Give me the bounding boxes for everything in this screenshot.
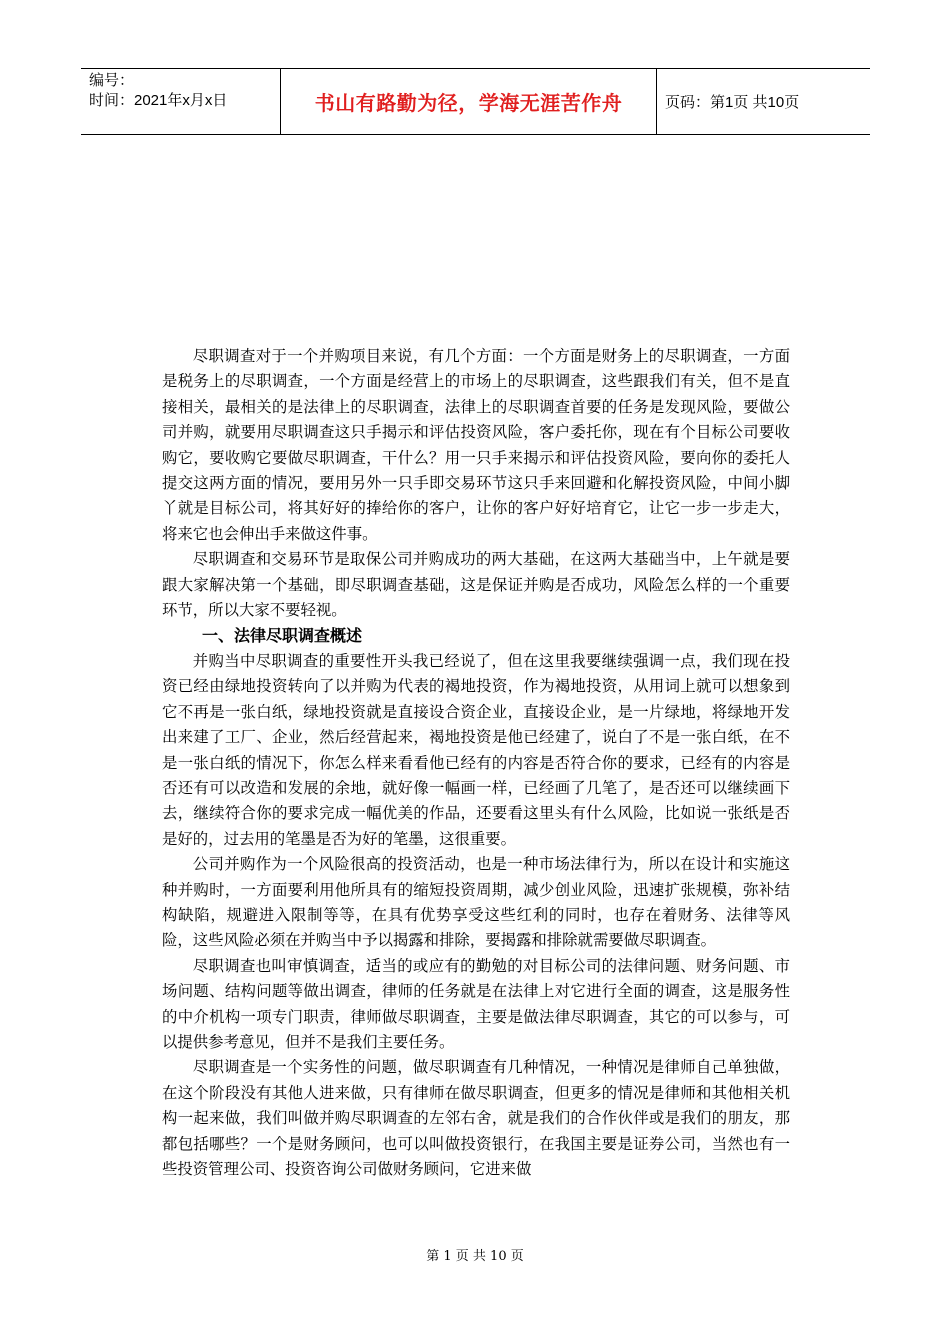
section-heading: 一、法律尽职调查概述 bbox=[202, 626, 363, 646]
header-motto: 书山有路勤为径，学海无涯苦作舟 bbox=[314, 91, 623, 115]
header-info-cell bbox=[81, 69, 281, 134]
paragraph: 尽职调查对于一个并购项目来说，有几个方面：一个方面是财务上的尽职调查，一方面是税务上的尽职调查，一个方面是经营上的市场上的尽职调查，这些跟我们有关，但不是直接相关，最相关的是法律上的尽职调查，法律上的尽职调查首要的任务是发现风险，要做公司并购，就要用尽职调查这只手揭示和评估投资风险，客户委托你，现在有个目标公司要收购它，要收购它要做尽职调查，干什么？用一只手来揭示和评估投资风险，要向你的委托人提交这两方面的情况，要用另外一只手即交易环节这只手来回避和化解投资风险，中间小脚丫就是目标公司，将其好好的捧给你的客户，让你的客户好好培育它，让它一步一步走大，将来它也会伸出手来做这件事。 bbox=[162, 347, 790, 543]
document-time-label: 时间：2021年x月x日 bbox=[89, 92, 228, 109]
page-footer bbox=[0, 1245, 950, 1264]
paragraph: 尽职调查也叫审慎调查，适当的或应有的勤勉的对目标公司的法律问题、财务问题、市场问题、结构问题等做出调查，律师的任务就是在法律上对它进行全面的调查，这是服务性的中介机构一项专门职责，律师做尽职调查，主要是做法律尽职调查，其它的可以参与，可以提供参考意见，但并不是我们主要任务。 bbox=[162, 956, 790, 1051]
document-number-label: 编号： bbox=[89, 72, 135, 89]
header-motto-cell bbox=[281, 69, 657, 134]
paragraph: 并购当中尽职调查的重要性开头我已经说了，但在这里我要继续强调一点，我们现在投资已经由绿地投资转向了以并购为代表的褐地投资，作为褐地投资，从用词上就可以想象到它不再是一张白纸，绿地投资就是直接设合资企业，直接设企业，是一片绿地，将绿地开发出来建了工厂、企业，然后经营起来，褐地投资是他已经建了，说白了不是一张白纸，在不是一张白纸的情况下，你怎么样来看看他已经有的内容是否符合你的要求，已经有的内容是否还有可以改造和发展的余地，就好像一幅画一样，已经画了几笔了，是否还可以继续画下去，继续符合你的要求完成一幅优美的作品，还要看这里头有什么风险，比如说一张纸是否是好的，过去用的笔墨是否为好的笔墨，这很重要。 bbox=[162, 651, 790, 848]
footer-page-number: 第 1 页 共 10 页 bbox=[426, 1249, 524, 1264]
header-page-number: 页码：第1页 共10页 bbox=[665, 94, 800, 111]
document-body bbox=[162, 344, 790, 1182]
paragraph: 尽职调查和交易环节是取保公司并购成功的两大基础，在这两大基础当中，上午就是要跟大家解决第一个基础，即尽职调查基础，这是保证并购是否成功，风险怎么样的一个重要环节，所以大家不要轻视。 bbox=[162, 550, 790, 620]
header-table bbox=[81, 68, 870, 135]
paragraph: 公司并购作为一个风险很高的投资活动，也是一种市场法律行为，所以在设计和实施这种并购时，一方面要利用他所具有的缩短投资周期，减少创业风险，迅速扩张规模，弥补结构缺陷，规避进入限制等等，在具有优势享受这些红利的同时，也存在着财务、法律等风险，这些风险必须在并购当中予以揭露和排除，要揭露和排除就需要做尽职调查。 bbox=[162, 855, 790, 950]
header-page-cell bbox=[657, 69, 870, 134]
paragraph: 尽职调查是一个实务性的问题，做尽职调查有几种情况，一种情况是律师自己单独做，在这个阶段没有其他人进来做，只有律师在做尽职调查，但更多的情况是律师和其他相关机构一起来做，我们叫做并购尽职调查的左邻右舍，就是我们的合作伙伴或是我们的朋友，那都包括哪些？一个是财务顾问，也可以叫做投资银行，在我国主要是证券公司，当然也有一些投资管理公司、投资咨询公司做财务顾问，它进来做 bbox=[162, 1058, 790, 1178]
